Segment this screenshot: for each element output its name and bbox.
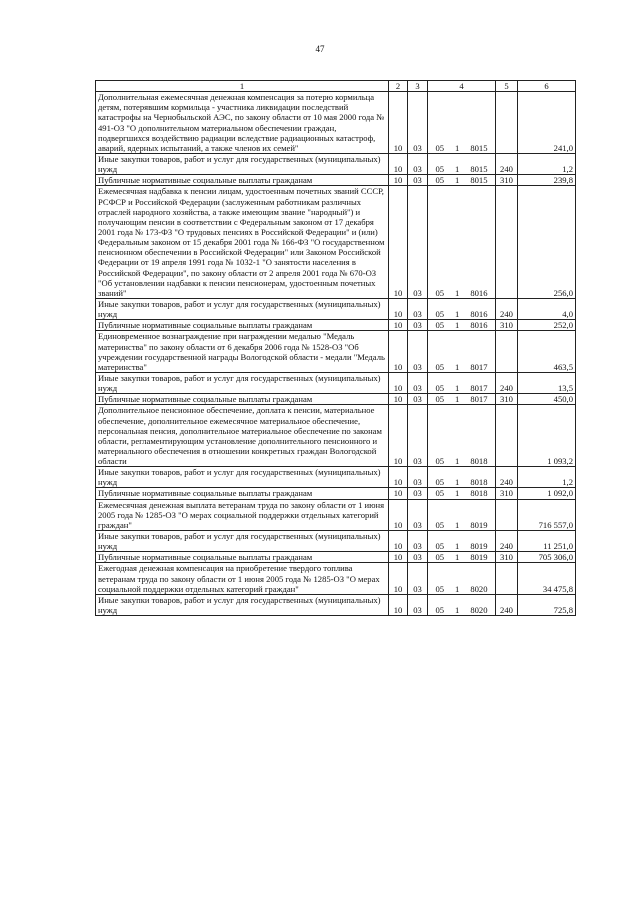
target-article-code [428, 320, 496, 331]
subsection-code: 03 [408, 488, 428, 499]
target-article-part: 05 [435, 320, 445, 331]
target-article-part: 8019 [470, 519, 488, 530]
section-code: 10 [389, 405, 408, 467]
header-row [96, 81, 576, 92]
target-article-part: 8015 [470, 175, 488, 186]
table-row [96, 298, 576, 319]
subsection-code: 03 [408, 467, 428, 488]
subsection-code: 03 [408, 331, 428, 373]
row-description: Иные закупки товаров, работ и услуг для государственных (муниципальных) нужд [96, 594, 389, 615]
target-article-code [428, 531, 496, 552]
amount: 725,8 [518, 594, 576, 615]
target-article-code [428, 186, 496, 299]
table-row [96, 372, 576, 393]
row-description: Публичные нормативные социальные выплаты гражданам [96, 394, 389, 405]
table-row [96, 499, 576, 530]
table-row [96, 563, 576, 594]
row-description: Ежемесячная надбавка к пенсии лицам, удостоенным почетных званий СССР, РСФСР и Российской Федерации (заслуженным работникам различных отраслей народного хозяйства, а также имеющим звание "народный") и получающим пенсии в соответствии с Федеральным законом от 17 декабря 2001 года № 173-ФЗ "О трудовых пенсиях в Российской Федерации" и (или) Федеральным законом от 15 декабря 2001 года № 166-ФЗ "О государственном пенсионном обеспечении в Российской Федерации" или Законом Российской Федерации от 19 апреля 1991 года № 1032-1 "О занятости населения в Российской Федерации", по закону области от 2 апреля 2001 года № 670-ОЗ "Об установлении надбавки к пенсии пенсионерам, удостоенным почетных званий" [96, 186, 389, 299]
row-description: Ежегодная денежная компенсация на приобретение твердого топлива ветеранам труда по закону области от 1 июня 2005 года № 1285-ОЗ "О мерах социальной поддержки отдельных категорий граждан" [96, 563, 389, 594]
target-article-code [428, 394, 496, 405]
subsection-code: 03 [408, 372, 428, 393]
target-article-part: 05 [435, 394, 445, 405]
expense-type-code [496, 331, 518, 373]
amount: 1,2 [518, 153, 576, 174]
row-description: Иные закупки товаров, работ и услуг для государственных (муниципальных) нужд [96, 531, 389, 552]
target-article-part: 05 [435, 552, 445, 563]
amount: 716 557,0 [518, 499, 576, 530]
target-article-code [428, 405, 496, 467]
amount: 450,0 [518, 394, 576, 405]
target-article-part: 8020 [470, 605, 488, 616]
target-article-part: 8020 [470, 583, 488, 594]
page-number: 47 [315, 44, 325, 54]
row-description: Иные закупки товаров, работ и услуг для государственных (муниципальных) нужд [96, 298, 389, 319]
subsection-code: 03 [408, 92, 428, 154]
amount: 11 251,0 [518, 531, 576, 552]
target-article-part: 1 [455, 309, 460, 320]
target-article-part: 8016 [470, 320, 488, 331]
target-article-part: 1 [455, 477, 460, 488]
expense-type-code: 310 [496, 394, 518, 405]
target-article-part: 8019 [470, 552, 488, 563]
target-article-part: 8019 [470, 541, 488, 552]
target-article-part: 1 [455, 456, 460, 467]
amount: 705 306,0 [518, 552, 576, 563]
subsection-code: 03 [408, 563, 428, 594]
expense-type-code: 240 [496, 372, 518, 393]
target-article-part: 8015 [470, 142, 488, 153]
row-description: Публичные нормативные социальные выплаты гражданам [96, 320, 389, 331]
section-code: 10 [389, 331, 408, 373]
table-row [96, 488, 576, 499]
subsection-code: 03 [408, 298, 428, 319]
target-article-code [428, 175, 496, 186]
target-article-part: 05 [435, 287, 445, 298]
target-article-part: 1 [455, 552, 460, 563]
expense-type-code: 240 [496, 153, 518, 174]
target-article-part: 05 [435, 477, 445, 488]
target-article-code [428, 298, 496, 319]
column-header: 2 [389, 81, 408, 92]
target-article-code [428, 153, 496, 174]
amount: 34 475,8 [518, 563, 576, 594]
target-article-part: 1 [455, 519, 460, 530]
subsection-code: 03 [408, 320, 428, 331]
target-article-part: 05 [435, 383, 445, 394]
section-code: 10 [389, 594, 408, 615]
expense-type-code: 240 [496, 467, 518, 488]
table-row [96, 320, 576, 331]
target-article-part: 1 [455, 605, 460, 616]
target-article-part: 05 [435, 456, 445, 467]
amount: 256,0 [518, 186, 576, 299]
section-code: 10 [389, 488, 408, 499]
target-article-code [428, 563, 496, 594]
subsection-code: 03 [408, 405, 428, 467]
section-code: 10 [389, 394, 408, 405]
row-description: Публичные нормативные социальные выплаты гражданам [96, 488, 389, 499]
target-article-code [428, 594, 496, 615]
subsection-code: 03 [408, 499, 428, 530]
column-header: 5 [496, 81, 518, 92]
target-article-part: 05 [435, 164, 445, 175]
table-row [96, 394, 576, 405]
target-article-part: 1 [455, 320, 460, 331]
section-code: 10 [389, 186, 408, 299]
target-article-code [428, 372, 496, 393]
target-article-code [428, 488, 496, 499]
target-article-part: 05 [435, 583, 445, 594]
target-article-part: 8015 [470, 164, 488, 175]
expense-type-code [496, 563, 518, 594]
expense-type-code: 240 [496, 594, 518, 615]
target-article-part: 1 [455, 383, 460, 394]
row-description: Ежемесячная денежная выплата ветеранам труда по закону области от 1 июня 2005 года № 1285-ОЗ "О мерах социальной поддержки отдельных категорий граждан" [96, 499, 389, 530]
table-row [96, 331, 576, 373]
amount: 1,2 [518, 467, 576, 488]
table-row [96, 405, 576, 467]
target-article-part: 1 [455, 287, 460, 298]
target-article-part: 8016 [470, 287, 488, 298]
table-row [96, 175, 576, 186]
amount: 4,0 [518, 298, 576, 319]
target-article-code [428, 92, 496, 154]
expense-type-code [496, 186, 518, 299]
amount: 13,5 [518, 372, 576, 393]
table-row [96, 594, 576, 615]
table-row [96, 467, 576, 488]
section-code: 10 [389, 372, 408, 393]
target-article-part: 1 [455, 361, 460, 372]
target-article-part: 05 [435, 519, 445, 530]
row-description: Дополнительное пенсионное обеспечение, доплата к пенсии, материальное обеспечение, дополнительное ежемесячное материальное обеспечение, персональная пенсия, дополнительное материальное обеспечение по законам области, регламентирующим установление дополнительного пенсионного и материального обеспечения в отношении конкретных граждан Вологодской области [96, 405, 389, 467]
subsection-code: 03 [408, 153, 428, 174]
amount: 463,5 [518, 331, 576, 373]
section-code: 10 [389, 175, 408, 186]
target-article-part: 05 [435, 605, 445, 616]
subsection-code: 03 [408, 531, 428, 552]
section-code: 10 [389, 563, 408, 594]
subsection-code: 03 [408, 552, 428, 563]
subsection-code: 03 [408, 594, 428, 615]
expense-type-code: 310 [496, 320, 518, 331]
row-description: Публичные нормативные социальные выплаты гражданам [96, 175, 389, 186]
expense-type-code: 240 [496, 298, 518, 319]
target-article-part: 05 [435, 175, 445, 186]
target-article-part: 8017 [470, 383, 488, 394]
amount: 252,0 [518, 320, 576, 331]
row-description: Дополнительная ежемесячная денежная компенсация за потерю кормильца детям, потерявшим кормильца - участника ликвидации последствий катастрофы на Чернобыльской АЭС, по закону области от 10 мая 2000 года № 491-ОЗ "О дополнительном материальном обеспечении граждан, подвергшихся воздействию радиации вследствие радиационных катастроф, аварий, ядерных испытаний, а также членов их семей" [96, 92, 389, 154]
section-code: 10 [389, 531, 408, 552]
target-article-part: 05 [435, 541, 445, 552]
column-header: 3 [408, 81, 428, 92]
column-header: 4 [428, 81, 496, 92]
expense-type-code: 310 [496, 175, 518, 186]
target-article-part: 05 [435, 488, 445, 499]
target-article-part: 8018 [470, 456, 488, 467]
target-article-code [428, 331, 496, 373]
table-row [96, 186, 576, 299]
target-article-part: 8017 [470, 394, 488, 405]
target-article-part: 05 [435, 309, 445, 320]
expense-type-code: 310 [496, 488, 518, 499]
row-description: Единовременное вознаграждение при награждении медалью "Медаль материнства" по закону области от 6 декабря 2006 года № 1528-ОЗ "Об учреждении государственной награды Вологодской области - медали "Медаль материнства" [96, 331, 389, 373]
target-article-code [428, 467, 496, 488]
row-description: Иные закупки товаров, работ и услуг для государственных (муниципальных) нужд [96, 153, 389, 174]
section-code: 10 [389, 552, 408, 563]
table-row [96, 531, 576, 552]
target-article-part: 8018 [470, 488, 488, 499]
column-header: 1 [96, 81, 389, 92]
target-article-part: 1 [455, 142, 460, 153]
subsection-code: 03 [408, 394, 428, 405]
target-article-code [428, 552, 496, 563]
target-article-part: 1 [455, 164, 460, 175]
amount: 1 093,2 [518, 405, 576, 467]
target-article-part: 1 [455, 583, 460, 594]
target-article-part: 05 [435, 142, 445, 153]
expense-type-code [496, 499, 518, 530]
target-article-part: 1 [455, 394, 460, 405]
target-article-part: 1 [455, 541, 460, 552]
target-article-part: 1 [455, 175, 460, 186]
section-code: 10 [389, 320, 408, 331]
amount: 241,0 [518, 92, 576, 154]
subsection-code: 03 [408, 175, 428, 186]
target-article-part: 8017 [470, 361, 488, 372]
table-row [96, 552, 576, 563]
target-article-code [428, 499, 496, 530]
target-article-part: 05 [435, 361, 445, 372]
column-header: 6 [518, 81, 576, 92]
expense-type-code [496, 92, 518, 154]
table-row [96, 153, 576, 174]
subsection-code: 03 [408, 186, 428, 299]
expense-type-code [496, 405, 518, 467]
amount: 239,8 [518, 175, 576, 186]
target-article-part: 1 [455, 488, 460, 499]
section-code: 10 [389, 467, 408, 488]
table-row [96, 92, 576, 154]
section-code: 10 [389, 92, 408, 154]
amount: 1 092,0 [518, 488, 576, 499]
section-code: 10 [389, 153, 408, 174]
budget-table [95, 80, 576, 616]
target-article-part: 8016 [470, 309, 488, 320]
expense-type-code: 240 [496, 531, 518, 552]
row-description: Иные закупки товаров, работ и услуг для государственных (муниципальных) нужд [96, 372, 389, 393]
section-code: 10 [389, 499, 408, 530]
target-article-part: 8018 [470, 477, 488, 488]
expense-type-code: 310 [496, 552, 518, 563]
section-code: 10 [389, 298, 408, 319]
row-description: Иные закупки товаров, работ и услуг для государственных (муниципальных) нужд [96, 467, 389, 488]
row-description: Публичные нормативные социальные выплаты гражданам [96, 552, 389, 563]
